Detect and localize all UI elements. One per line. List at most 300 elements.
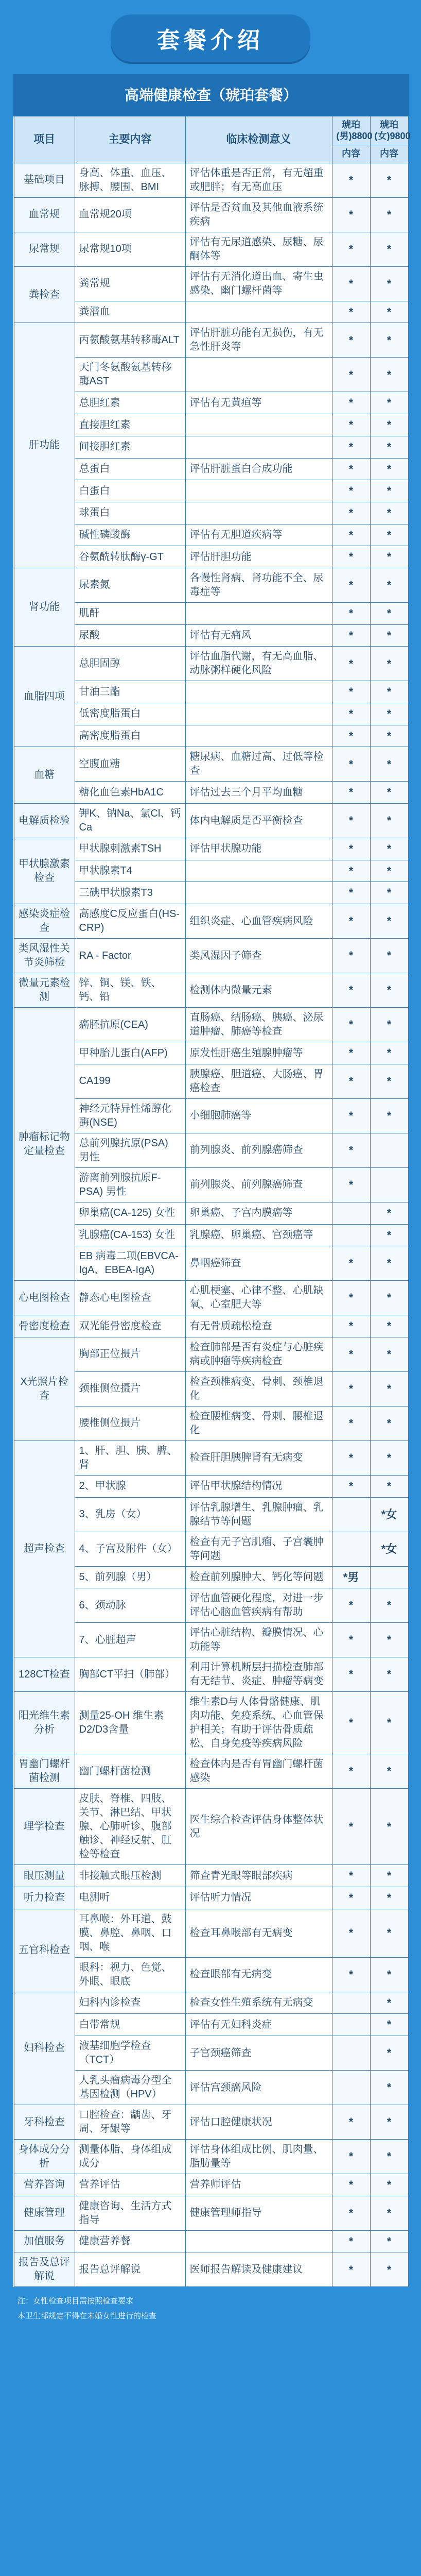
item-cell: 双光能骨密度检查 (75, 1315, 185, 1337)
male-mark: * (332, 392, 370, 414)
table-row (14, 1754, 408, 1789)
meaning-cell: 评估肝胆功能 (185, 546, 332, 568)
male-mark: * (332, 838, 370, 860)
table-row (14, 804, 408, 838)
item-cell: 人乳头瘤病毒分型全基因检测（HPV） (75, 2071, 185, 2105)
male-mark: * (332, 1754, 370, 1789)
category-cell: 眼压测量 (14, 1865, 75, 1887)
meaning-cell: 各慢性肾病、肾功能不全、尿毒症等 (185, 568, 332, 602)
item-cell: 胸部CT平扫（肺部） (75, 1657, 185, 1692)
footer-note (0, 2287, 421, 2324)
table-row (14, 266, 408, 301)
package-table (13, 74, 409, 2287)
meaning-cell: 前列腺炎、前列腺癌筛查 (185, 1167, 332, 1202)
item-cell: 甘油三酯 (75, 681, 185, 703)
female-mark: * (370, 804, 408, 838)
item-cell: 三碘甲状腺素T3 (75, 882, 185, 904)
male-mark: * (332, 647, 370, 681)
male-mark: * (332, 266, 370, 301)
item-cell: 颈椎侧位摄片 (75, 1371, 185, 1406)
meaning-cell: 组织炎症、心血管疾病风险 (185, 904, 332, 939)
item-cell: 白蛋白 (75, 480, 185, 502)
table-body (14, 163, 408, 2287)
table-row (14, 904, 408, 939)
category-cell: 电解质检验 (14, 804, 75, 838)
male-mark: * (332, 703, 370, 725)
female-mark: * (370, 392, 408, 414)
meaning-cell: 医师报告解读及健康建议 (185, 2252, 332, 2287)
male-mark: * (332, 1167, 370, 1202)
male-mark: * (332, 681, 370, 703)
male-mark: * (332, 1042, 370, 1064)
male-mark: * (332, 2230, 370, 2252)
male-mark: * (332, 973, 370, 1008)
table-title: 高端健康检查（琥珀套餐） (14, 75, 408, 116)
male-mark (332, 1224, 370, 1246)
meaning-cell (185, 602, 332, 624)
female-mark: * (370, 197, 408, 232)
meaning-cell: 检查耳鼻喉部有无病变 (185, 1909, 332, 1957)
category-cell: 营养咨询 (14, 2174, 75, 2196)
item-cell: 测量25-OH 维生素D2/D3含量 (75, 1692, 185, 1754)
female-mark: * (370, 1789, 408, 1865)
meaning-cell (185, 2230, 332, 2252)
item-cell: 白带常规 (75, 2014, 185, 2036)
male-mark: * (332, 524, 370, 546)
female-mark: * (370, 904, 408, 939)
meaning-cell: 类风湿因子筛查 (185, 939, 332, 973)
item-cell: 卵巢癌(CA-125) 女性 (75, 1202, 185, 1224)
header-project: 项目 (14, 116, 75, 163)
meaning-cell: 评估有无痛风 (185, 624, 332, 647)
female-mark: * (370, 1657, 408, 1692)
category-cell: 肿瘤标记物定量检查 (14, 1008, 75, 1281)
item-cell: 神经元特异性烯醇化酶(NSE) (75, 1098, 185, 1133)
male-mark: * (332, 1789, 370, 1865)
item-cell: 尿酸 (75, 624, 185, 647)
female-mark: * (370, 747, 408, 782)
female-mark: * (370, 1992, 408, 2014)
male-mark: * (332, 1281, 370, 1315)
table-row (14, 1789, 408, 1865)
female-mark: * (370, 1064, 408, 1098)
male-mark: * (332, 882, 370, 904)
table-row (14, 197, 408, 232)
female-mark: * (370, 939, 408, 973)
male-mark (332, 1497, 370, 1532)
male-mark: * (332, 1406, 370, 1440)
header (0, 14, 421, 62)
meaning-cell: 评估体重是否正常，有无超重或肥胖；有无高血压 (185, 163, 332, 197)
item-cell: 直接胆红素 (75, 414, 185, 436)
male-mark: * (332, 1909, 370, 1957)
meaning-cell: 检查前列腺肿大、钙化等问题 (185, 1566, 332, 1588)
category-cell: 尿常规 (14, 232, 75, 266)
table-row (14, 1992, 408, 2014)
item-cell: 高密度脂蛋白 (75, 725, 185, 747)
item-cell: 4、子宫及附件（女） (75, 1532, 185, 1566)
male-mark: * (332, 2252, 370, 2287)
meaning-cell: 评估有无妇科炎症 (185, 2014, 332, 2036)
meaning-cell: 评估有无尿道感染、尿糖、尿酮体等 (185, 232, 332, 266)
male-mark (332, 2036, 370, 2071)
male-mark: * (332, 1692, 370, 1754)
male-mark: * (332, 1315, 370, 1337)
meaning-cell: 糖尿病、血糖过高、过低等检查 (185, 747, 332, 782)
item-cell: RA - Factor (75, 939, 185, 973)
item-cell: 眼科：视力、色觉、外眼、眼底 (75, 1957, 185, 1992)
female-mark: * (370, 1440, 408, 1475)
meaning-cell: 评估有无胆道疾病等 (185, 524, 332, 546)
male-mark: * (332, 1371, 370, 1406)
item-cell: 空腹血糖 (75, 747, 185, 782)
male-mark: * (332, 1475, 370, 1497)
category-cell: 甲状腺激素检查 (14, 838, 75, 904)
category-cell: 胃幽门螺杆菌检测 (14, 1754, 75, 1789)
table-row (14, 1008, 408, 1042)
category-cell: 报告及总评解说 (14, 2252, 75, 2287)
category-cell: 心电图检查 (14, 1281, 75, 1315)
male-mark: * (332, 1064, 370, 1098)
item-cell: 总胆红素 (75, 392, 185, 414)
meaning-cell: 评估甲状腺结构情况 (185, 1475, 332, 1497)
female-mark: * (370, 1754, 408, 1789)
female-mark: * (370, 2196, 408, 2230)
table-row (14, 1909, 408, 1957)
item-cell: 锌、铜、镁、铁、钙、铅 (75, 973, 185, 1008)
item-cell: 测量体脂、身体组成成分 (75, 2140, 185, 2174)
male-mark (332, 2014, 370, 2036)
meaning-cell: 评估有无黄疸等 (185, 392, 332, 414)
category-cell: 牙科检查 (14, 2105, 75, 2140)
meaning-cell (185, 480, 332, 502)
category-cell: 128CT检查 (14, 1657, 75, 1692)
male-mark: * (332, 624, 370, 647)
meaning-cell: 检查女性生殖系统有无病变 (185, 1992, 332, 2014)
male-mark: * (332, 782, 370, 804)
female-mark: * (370, 703, 408, 725)
female-mark: * (370, 414, 408, 436)
item-cell: 耳鼻喉：外耳道、鼓膜、鼻腔、鼻咽、口咽、喉 (75, 1909, 185, 1957)
meaning-cell: 评估乳腺增生、乳腺肿瘤、乳腺结节等问题 (185, 1497, 332, 1532)
male-mark: * (332, 2174, 370, 2196)
table-row (14, 1692, 408, 1754)
meaning-cell (185, 414, 332, 436)
table-row (14, 163, 408, 197)
category-cell: 理学检查 (14, 1789, 75, 1865)
male-mark: * (332, 323, 370, 358)
male-mark: * (332, 546, 370, 568)
meaning-cell (185, 703, 332, 725)
female-mark: * (370, 1887, 408, 1909)
item-cell: 肌酐 (75, 602, 185, 624)
male-mark: * (332, 458, 370, 480)
meaning-cell (185, 358, 332, 392)
female-mark: * (370, 1337, 408, 1371)
item-cell: 游离前列腺抗原F-PSA) 男性 (75, 1167, 185, 1202)
table-row (14, 1887, 408, 1909)
table-row (14, 2196, 408, 2230)
item-cell: 报告总评解说 (75, 2252, 185, 2287)
meaning-cell (185, 681, 332, 703)
meaning-cell (185, 436, 332, 458)
table-row (14, 1657, 408, 1692)
table-row (14, 2252, 408, 2287)
item-cell: 腰椎侧位摄片 (75, 1406, 185, 1440)
category-cell: 健康管理 (14, 2196, 75, 2230)
item-cell: 静态心电图检查 (75, 1281, 185, 1315)
item-cell: 2、甲状腺 (75, 1475, 185, 1497)
item-cell: 尿常规10项 (75, 232, 185, 266)
meaning-cell: 原发性肝癌生殖腺肿瘤等 (185, 1042, 332, 1064)
male-mark: * (332, 939, 370, 973)
meaning-cell: 检查肺部是否有炎症与心脏疾病或肿瘤等疾病检查 (185, 1337, 332, 1371)
female-mark: * (370, 1909, 408, 1957)
meaning-cell: 评估肝脏功能有无损伤，有无急性肝炎等 (185, 323, 332, 358)
item-cell: 球蛋白 (75, 502, 185, 524)
female-mark (370, 1566, 408, 1588)
item-cell: 尿素氮 (75, 568, 185, 602)
item-cell: 癌胚抗原(CEA) (75, 1008, 185, 1042)
female-mark: * (370, 1098, 408, 1133)
meaning-cell: 检查眼部有无病变 (185, 1957, 332, 1992)
category-cell: 身体成分分析 (14, 2140, 75, 2174)
item-cell: 丙氨酸氨基转移酶ALT (75, 323, 185, 358)
category-cell: 血脂四项 (14, 647, 75, 747)
category-cell: X光照片检查 (14, 1337, 75, 1440)
male-mark: * (332, 480, 370, 502)
meaning-cell: 直肠癌、结肠癌、胰癌、泌尿道肿瘤、肺癌等检查 (185, 1008, 332, 1042)
header-male: 琥珀(男)8800 (332, 116, 370, 145)
table-row (14, 973, 408, 1008)
female-mark: * (370, 2071, 408, 2105)
male-mark: * (332, 414, 370, 436)
meaning-cell: 评估口腔健康状况 (185, 2105, 332, 2140)
table-row (14, 647, 408, 681)
category-cell: 肝功能 (14, 323, 75, 568)
table-row (14, 2105, 408, 2140)
meaning-cell: 检查肝胆胰脾肾有无病变 (185, 1440, 332, 1475)
item-cell: 糖化血色素HbA1C (75, 782, 185, 804)
item-cell: 甲种胎儿蛋白(AFP) (75, 1042, 185, 1064)
category-cell: 肾功能 (14, 568, 75, 646)
female-mark: * (370, 1202, 408, 1224)
male-mark: * (332, 1440, 370, 1475)
male-mark (332, 1992, 370, 2014)
item-cell: 碱性磷酸酶 (75, 524, 185, 546)
header-content-2: 内容 (370, 145, 408, 163)
female-mark: * (370, 624, 408, 647)
item-cell: 钾K、钠Na、氯Cl、钙Ca (75, 804, 185, 838)
male-mark: * (332, 197, 370, 232)
meaning-cell: 检测体内微量元素 (185, 973, 332, 1008)
item-cell: 3、乳房（女） (75, 1497, 185, 1532)
male-mark: *男 (332, 1566, 370, 1588)
female-mark: * (370, 568, 408, 602)
category-cell: 听力检查 (14, 1887, 75, 1909)
item-cell: 身高、体重、血压、脉搏、腰围、BMI (75, 163, 185, 197)
item-cell: EB 病毒二项(EBVCA-IgA、EBEA-IgA) (75, 1246, 185, 1281)
table-row (14, 1440, 408, 1475)
male-mark: * (332, 1098, 370, 1133)
female-mark: * (370, 2174, 408, 2196)
table-row (14, 2140, 408, 2174)
female-mark: * (370, 1475, 408, 1497)
male-mark: * (332, 1133, 370, 1167)
header-main: 主要内容 (75, 116, 185, 163)
header-female: 琥珀(女)9800 (370, 116, 408, 145)
table-row (14, 323, 408, 358)
meaning-cell (185, 301, 332, 323)
male-mark (332, 2071, 370, 2105)
male-mark (332, 1532, 370, 1566)
header-content: 内容 (332, 145, 370, 163)
item-cell: 非接触式眼压检测 (75, 1865, 185, 1887)
female-mark: * (370, 1406, 408, 1440)
footer-line-2: 本卫生部规定不得在未婚女性进行的检查 (17, 2311, 157, 2320)
male-mark: * (332, 904, 370, 939)
male-mark: * (332, 1623, 370, 1657)
female-mark: * (370, 1957, 408, 1992)
item-cell: CA199 (75, 1064, 185, 1098)
male-mark: * (332, 1588, 370, 1623)
male-mark: * (332, 1337, 370, 1371)
footer-line-1: 注：女性检查项目需按照检查要求 (17, 2297, 134, 2306)
female-mark: * (370, 163, 408, 197)
item-cell: 口腔检查：龋齿、牙周、牙龈等 (75, 2105, 185, 2140)
meaning-cell: 鼻咽癌筛查 (185, 1246, 332, 1281)
female-mark: * (370, 546, 408, 568)
meaning-cell: 胰腺癌、胆道癌、大肠癌、胃癌检查 (185, 1064, 332, 1098)
female-mark: *女 (370, 1497, 408, 1532)
meaning-cell: 评估甲状腺功能 (185, 838, 332, 860)
item-cell: 7、心脏超声 (75, 1623, 185, 1657)
item-cell: 粪常规 (75, 266, 185, 301)
table-row (14, 1281, 408, 1315)
meaning-cell: 评估肝脏蛋白合成功能 (185, 458, 332, 480)
meaning-cell: 检查腰椎病变、骨刺、腰椎退化 (185, 1406, 332, 1440)
female-mark: * (370, 882, 408, 904)
item-cell: 甲状腺刺激素TSH (75, 838, 185, 860)
category-cell: 加值服务 (14, 2230, 75, 2252)
meaning-cell: 评估听力情况 (185, 1887, 332, 1909)
female-mark: * (370, 301, 408, 323)
female-mark: * (370, 1588, 408, 1623)
table-row (14, 1315, 408, 1337)
meaning-cell: 评估宫颈癌风险 (185, 2071, 332, 2105)
female-mark (370, 1133, 408, 1167)
table-row (14, 1337, 408, 1371)
female-mark: * (370, 2014, 408, 2036)
meaning-cell (185, 860, 332, 882)
female-mark: * (370, 524, 408, 546)
item-cell: 总前列腺抗原(PSA) 男性 (75, 1133, 185, 1167)
male-mark: * (332, 568, 370, 602)
category-cell: 五官科检查 (14, 1909, 75, 1992)
meaning-cell: 有无骨质疏松检查 (185, 1315, 332, 1337)
meaning-cell: 体内电解质是否平衡检查 (185, 804, 332, 838)
table-row (14, 1865, 408, 1887)
meaning-cell: 评估心脏结构、瓣膜情况、心功能等 (185, 1623, 332, 1657)
item-cell: 谷氨酰转肽酶γ-GT (75, 546, 185, 568)
item-cell: 电测听 (75, 1887, 185, 1909)
item-cell: 总胆固醇 (75, 647, 185, 681)
female-mark: * (370, 1246, 408, 1281)
category-cell: 超声检查 (14, 1440, 75, 1657)
item-cell: 1、肝、胆、胰、脾、肾 (75, 1440, 185, 1475)
meaning-cell: 检查颈椎病变、骨刺、颈椎退化 (185, 1371, 332, 1406)
female-mark: * (370, 2230, 408, 2252)
female-mark: *女 (370, 1532, 408, 1566)
meaning-cell: 筛查青光眼等眼部疾病 (185, 1865, 332, 1887)
meaning-cell: 检查有无子宫肌瘤、子宫囊肿等问题 (185, 1532, 332, 1566)
table-row (14, 2174, 408, 2196)
female-mark: * (370, 647, 408, 681)
item-cell: 乳腺癌(CA-153) 女性 (75, 1224, 185, 1246)
meaning-cell: 评估血管硬化程度，对进一步评估心脑血管疾病有帮助 (185, 1588, 332, 1623)
category-cell: 感染炎症检查 (14, 904, 75, 939)
item-cell: 高感度C反应蛋白(HS-CRP) (75, 904, 185, 939)
female-mark: * (370, 1865, 408, 1887)
female-mark: * (370, 1042, 408, 1064)
male-mark: * (332, 1008, 370, 1042)
meaning-cell: 评估是否贫血及其他血液系统疾病 (185, 197, 332, 232)
category-cell: 妇科检查 (14, 1992, 75, 2105)
item-cell: 低密度脂蛋白 (75, 703, 185, 725)
category-cell: 血常规 (14, 197, 75, 232)
item-cell: 间接胆红素 (75, 436, 185, 458)
male-mark: * (332, 860, 370, 882)
female-mark: * (370, 2036, 408, 2071)
category-cell: 微量元素检测 (14, 973, 75, 1008)
female-mark: * (370, 1315, 408, 1337)
male-mark: * (332, 1865, 370, 1887)
female-mark: * (370, 1371, 408, 1406)
item-cell: 甲状腺素T4 (75, 860, 185, 882)
item-cell: 液基细胞学检查（TCT） (75, 2036, 185, 2071)
item-cell: 6、颈动脉 (75, 1588, 185, 1623)
table-row (14, 747, 408, 782)
table-row (14, 232, 408, 266)
meaning-cell: 评估血脂代谢，有无高血脂、动脉粥样硬化风险 (185, 647, 332, 681)
female-mark: * (370, 973, 408, 1008)
page-title: 套餐介绍 (111, 14, 310, 62)
male-mark: * (332, 804, 370, 838)
female-mark: * (370, 323, 408, 358)
meaning-cell: 医生综合检查评估身体整体状况 (185, 1789, 332, 1865)
table-row (14, 2230, 408, 2252)
female-mark: * (370, 1008, 408, 1042)
male-mark (332, 1202, 370, 1224)
meaning-cell: 心肌梗塞、心律不整、心肌缺氧、心室肥大等 (185, 1281, 332, 1315)
table-row (14, 568, 408, 602)
male-mark: * (332, 725, 370, 747)
item-cell: 粪潜血 (75, 301, 185, 323)
category-cell: 基础项目 (14, 163, 75, 197)
meaning-cell: 评估有无消化道出血、寄生虫感染、幽门螺杆菌等 (185, 266, 332, 301)
female-mark: * (370, 602, 408, 624)
category-cell: 粪检查 (14, 266, 75, 323)
male-mark: * (332, 436, 370, 458)
item-cell: 幽门螺杆菌检测 (75, 1754, 185, 1789)
meaning-cell: 子宫颈癌筛查 (185, 2036, 332, 2071)
meaning-cell: 乳腺癌、卵巢癌、宫颈癌等 (185, 1224, 332, 1246)
male-mark: * (332, 747, 370, 782)
male-mark: * (332, 602, 370, 624)
female-mark: * (370, 436, 408, 458)
meaning-cell: 利用计算机断层扫描检查肺部有无结节、炎症、肿瘤等病变 (185, 1657, 332, 1692)
male-mark: * (332, 1657, 370, 1692)
